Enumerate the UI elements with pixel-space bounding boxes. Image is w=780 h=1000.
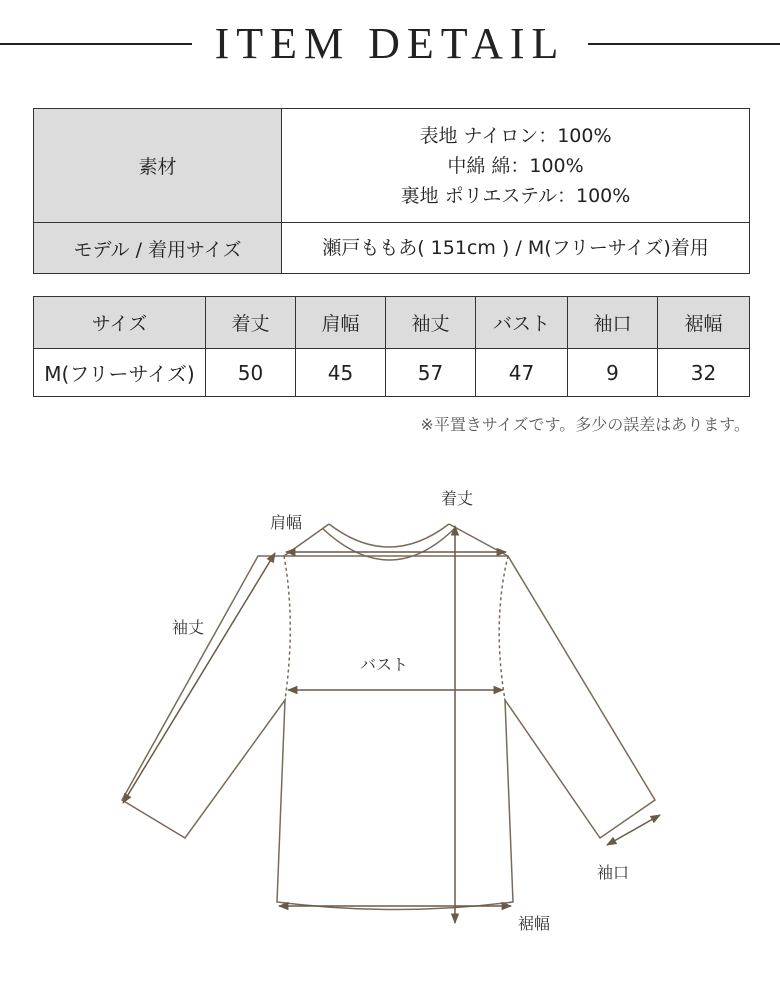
material-value: [282, 109, 750, 223]
label-hem: 裾幅: [518, 914, 551, 933]
model-row: [34, 223, 750, 274]
section-header: [0, 18, 780, 70]
label-bust: バスト: [360, 655, 409, 674]
armhole-right: [499, 556, 508, 700]
material-table: [33, 108, 750, 274]
cell-length: 50: [206, 349, 296, 397]
cell-shoulder: 45: [296, 349, 386, 397]
material-line: 表地 ナイロン：100%: [419, 124, 612, 147]
cell-sleeve-length: 57: [386, 349, 476, 397]
material-line: 中綿 綿：100%: [447, 154, 584, 177]
header-length: 着丈: [206, 297, 296, 349]
header-cuff: 袖口: [568, 297, 658, 349]
label-sleeve-length: 袖丈: [172, 618, 205, 637]
size-table: [33, 296, 750, 397]
header-size: サイズ: [34, 297, 206, 349]
header-sleeve-length: 袖丈: [386, 297, 476, 349]
armhole-left: [284, 556, 290, 700]
collar-back: [329, 524, 449, 547]
material-label: 素材: [34, 109, 282, 223]
header-shoulder: 肩幅: [296, 297, 386, 349]
label-shoulder: 肩幅: [270, 513, 303, 532]
cell-bust: 47: [476, 349, 568, 397]
cell-hem: 32: [658, 349, 750, 397]
table-row: [34, 349, 750, 397]
body-outline: [122, 556, 655, 910]
garment-measurement-diagram: [0, 470, 780, 990]
material-line: 裏地 ポリエステル：100%: [400, 184, 631, 207]
model-label: モデル / 着用サイズ: [34, 223, 282, 274]
cell-cuff: 9: [568, 349, 658, 397]
model-value: 瀬戸ももあ( 151cm ) / M(フリーサイズ)着用: [282, 223, 750, 274]
size-table-header: [34, 297, 750, 349]
cuff-arrow: [607, 815, 660, 845]
measurement-note: ※平置きサイズです。多少の誤差はあります。: [420, 415, 750, 434]
cell-size: M(フリーサイズ): [34, 349, 206, 397]
measurement-arrows: [123, 526, 660, 923]
label-length: 着丈: [441, 489, 474, 508]
label-cuff: 袖口: [597, 863, 630, 882]
header-divider-right: [588, 43, 780, 45]
header-divider-left: [0, 43, 192, 45]
material-row: [34, 109, 750, 223]
header-bust: バスト: [476, 297, 568, 349]
header-hem: 裾幅: [658, 297, 750, 349]
neck-shoulder-right: [449, 524, 508, 556]
section-title: ITEM DETAIL: [214, 19, 566, 68]
garment-outline: [122, 524, 655, 910]
sleeve-length-arrow: [123, 553, 275, 803]
